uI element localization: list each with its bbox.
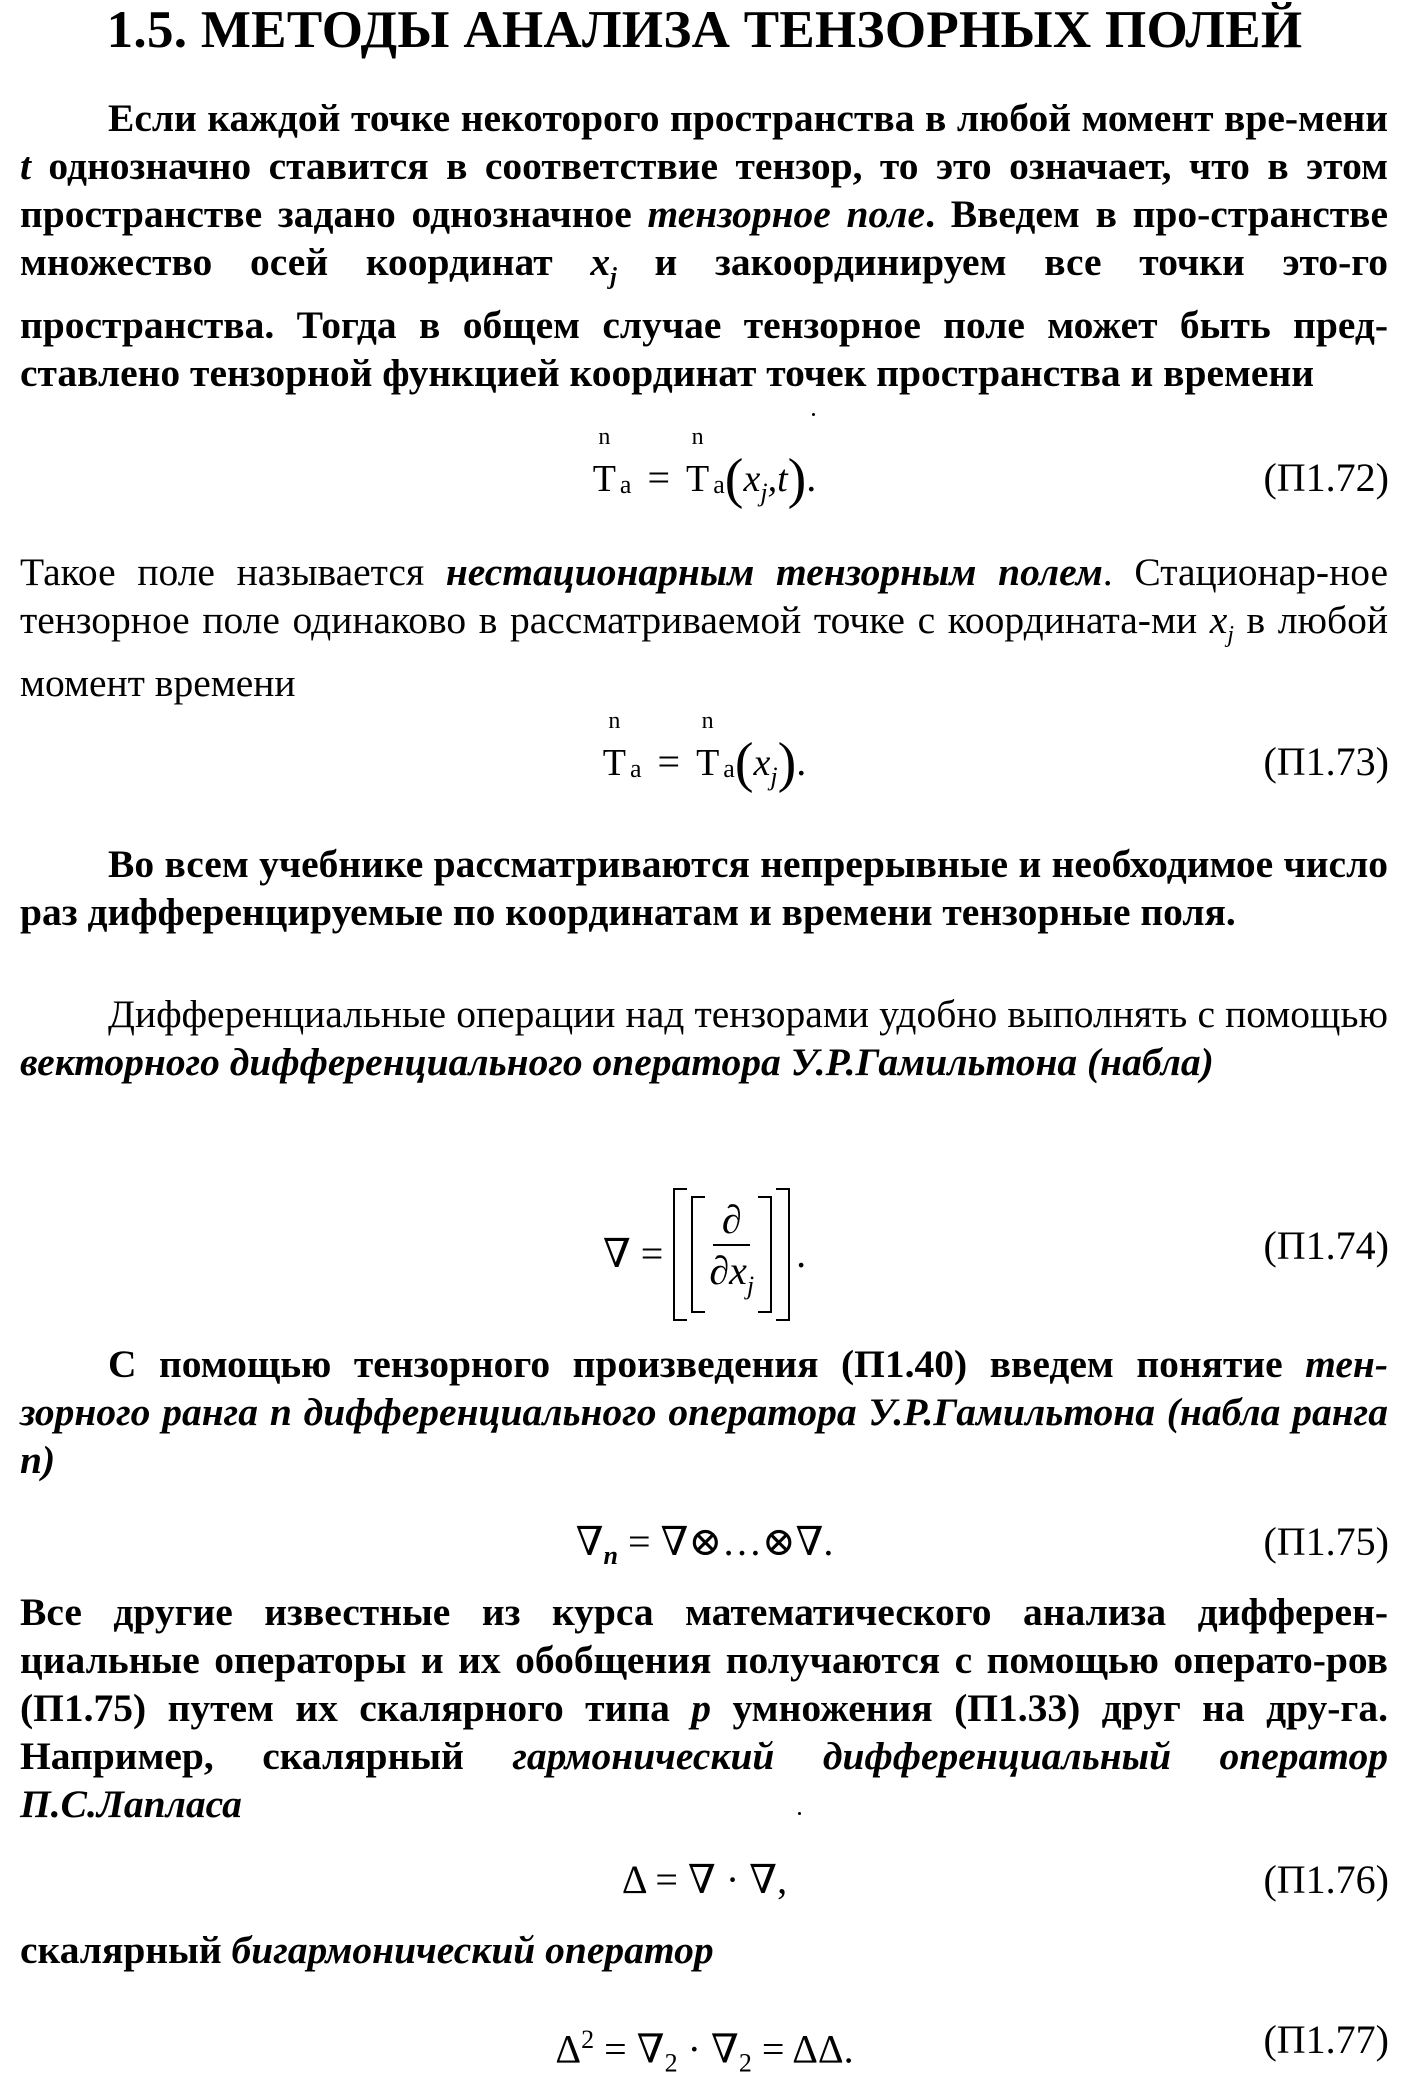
term-laplace-operator: гармонический дифференциальный оператор П.С.Лапласа bbox=[20, 1734, 1388, 1826]
paragraph-7: скалярный бигармонический оператор bbox=[20, 1928, 714, 1972]
nabla-matrix: $\frac{\partial}{\partial x_j}$ bbox=[709, 1196, 754, 1311]
equation-number-p1-75: (П1.75) bbox=[1263, 1519, 1389, 1564]
equation-number-p1-74: (П1.74) bbox=[1263, 1223, 1389, 1268]
equation-p1-72 bbox=[0, 424, 1409, 530]
paragraph-3: Во всем учебнике рассматриваются непрерывные и необходимое число раз дифференцируемые по координатам и времени тензорные поля. bbox=[20, 842, 1388, 934]
paragraph-1: Если каждой точке некоторого пространства в любой момент вре-мени t однозначно ставится в соответствие тензор, то это означает, что в этом пространстве задано однозначное тензорное поле. Введем в про-странстве множество осей координат $x_j$ и закоординируем все точки это-го пространства. Тогда в общем случае тензорное поле может быть пред-ставлено тензорной функцией координат точек пространства и времени bbox=[20, 96, 1388, 395]
section-title: 1.5. МЕТОДЫ АНАЛИЗА ТЕНЗОРНЫХ ПОЛЕЙ bbox=[106, 1, 1303, 59]
equation-p1-73 bbox=[0, 708, 1409, 814]
formula-p1-75: $\nabla_n$ = ∇⊗…⊗∇. bbox=[575, 1519, 834, 1570]
term-biharmonic-operator: бигармонический оператор bbox=[231, 1928, 714, 1972]
paragraph-4: Дифференциальные операции над тензорами удобно выполнять с помощью векторного дифференциального оператора У.Р.Гамильтона (набла) bbox=[20, 992, 1388, 1084]
paragraph-6: Все другие известные из курса математического анализа дифферен-циальные операторы и их обобщения получаются с помощью операто-ров (П1.75) путем их скалярного типа p умножения (П1.33) друг на дру-га. Например, скалярный гармонический дифференциальный оператор П.С.Лапласа bbox=[20, 1590, 1388, 1826]
equation-p1-75 bbox=[0, 1508, 1409, 1598]
equation-number-p1-72: (П1.72) bbox=[1263, 455, 1389, 500]
term-nonstationary-field: нестационарным тензорным полем bbox=[445, 550, 1103, 594]
formula-p1-73: n T a = n T $a(x_j)$. bbox=[602, 708, 807, 794]
paragraph-5: С помощью тензорного произведения (П1.40) введем понятие тен-зорного ранга n дифференциального оператора У.Р.Гамильтона (набла ранга n) bbox=[20, 1342, 1388, 1482]
formula-p1-77: $\Delta^2 = \nabla_2 \cdot \nabla_2 = \Delta\Delta$. bbox=[555, 2025, 854, 2078]
term-hamilton-operator: векторного дифференциального оператора У.Р.Гамильтона (набла) bbox=[20, 1040, 1214, 1084]
print-speck bbox=[812, 413, 815, 416]
equation-p1-77 bbox=[0, 2010, 1409, 2080]
equation-number-p1-76: (П1.76) bbox=[1263, 1857, 1389, 1902]
equation-p1-74 bbox=[0, 1168, 1409, 1318]
formula-p1-76: Δ = ∇ · ∇, bbox=[621, 1857, 788, 1902]
term-tensor-field: тензорное поле bbox=[647, 192, 926, 236]
equation-number-p1-73: (П1.73) bbox=[1263, 739, 1389, 784]
formula-p1-74: ∇ = $\frac{\partial}{\partial x_j}$ . bbox=[0, 1196, 1409, 1311]
paragraph-2: Такое поле называется нестационарным тензорным полем. Стационар-ное тензорное поле одинаково в рассматриваемой точке с координата-ми $x_j$ в любой момент времени bbox=[20, 550, 1388, 705]
formula-p1-72: n T a = n T $a(x_j,t)$. bbox=[592, 424, 817, 510]
print-speck bbox=[798, 1812, 801, 1815]
term-rank-n-operator: тен-зорного ранга n дифференциального оператора У.Р.Гамильтона (набла ранга n) bbox=[20, 1342, 1388, 1482]
equation-number-p1-77: (П1.77) bbox=[1263, 2017, 1389, 2062]
